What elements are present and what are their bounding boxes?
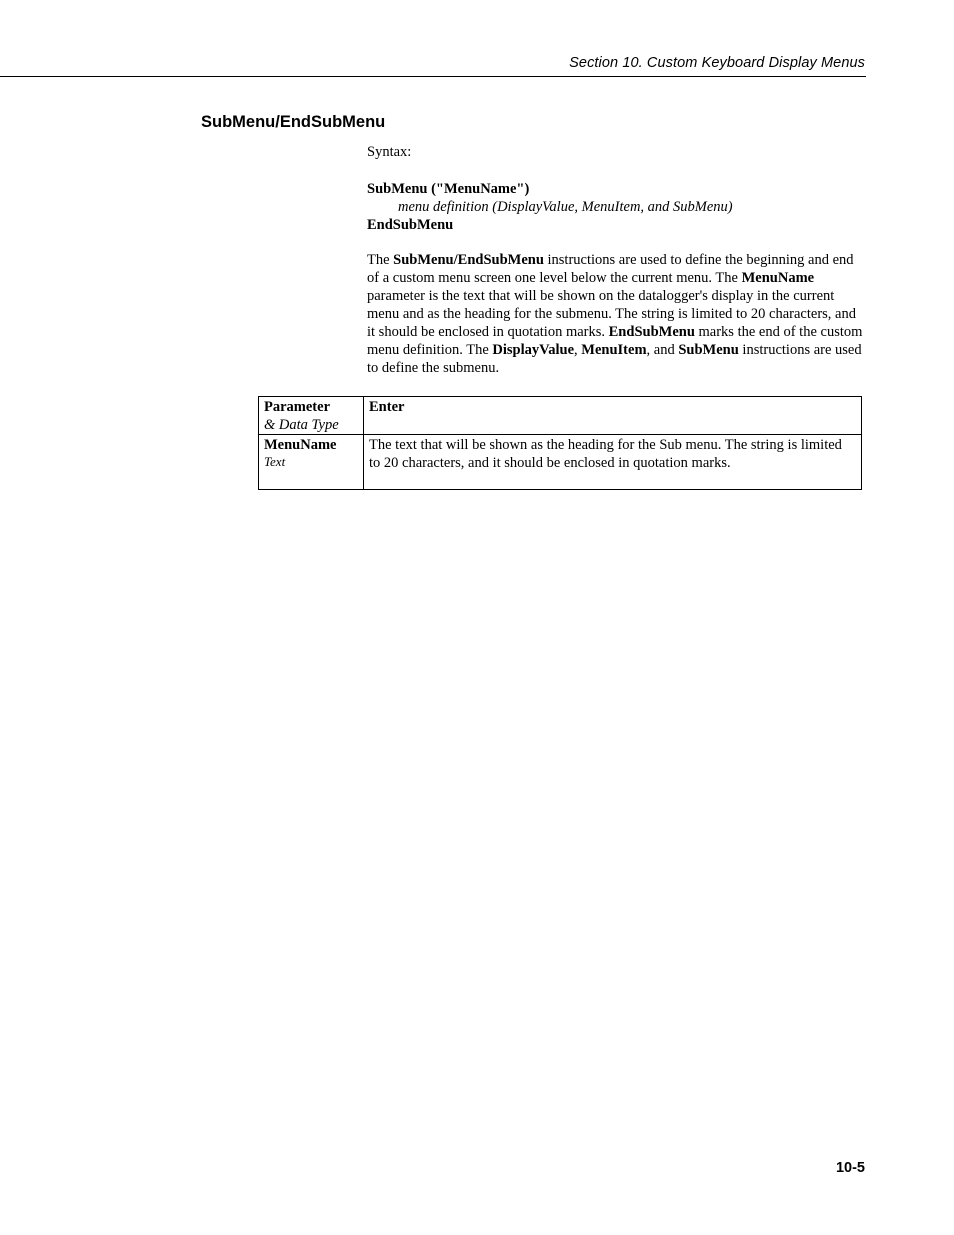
header-enter-label: Enter (369, 399, 405, 415)
syntax-block (367, 180, 867, 234)
text-run: instructions are used to define the beginning and end of a custom menu screen one level below the current menu. The (367, 252, 854, 286)
header-parameter-label: Parameter (264, 399, 331, 415)
text-run: , and (646, 342, 679, 358)
section-heading: SubMenu/EndSubMenu (201, 113, 386, 131)
instruction-name: MenuItem (581, 342, 647, 358)
header-datatype-label: & Data Type (264, 417, 339, 433)
text-run: , (574, 342, 582, 358)
instruction-name: SubMenu (678, 342, 739, 358)
table-header-row (259, 397, 862, 435)
text-run: The (367, 252, 394, 268)
syntax-line-endsubmenu: EndSubMenu (367, 217, 454, 233)
text-run: parameter is the text that will be shown on the datalogger's display in the current menu and as the heading for the submenu. The string is limited to 20 characters, and it should be enclosed in quotation marks. (367, 288, 856, 340)
parameter-name: MenuName (264, 437, 337, 453)
table-cell-parameter (259, 435, 364, 490)
instruction-name: DisplayValue (492, 342, 575, 358)
table-header-enter (364, 397, 862, 435)
syntax-label: Syntax: (367, 144, 412, 160)
table-header-parameter (259, 397, 364, 435)
running-header: Section 10. Custom Keyboard Display Menus (569, 55, 865, 71)
description-paragraph (367, 251, 866, 377)
page-number: 10-5 (835, 1160, 865, 1176)
header-rule (0, 76, 866, 77)
syntax-line-submenu: SubMenu ("MenuName") (367, 181, 530, 197)
instruction-name: SubMenu/EndSubMenu (393, 252, 544, 268)
parameter-table (258, 396, 862, 490)
text-run: instructions are used to define the submenu. (367, 342, 862, 376)
table-cell-description: The text that will be shown as the heading for the Sub menu. The string is limited to 20 characters, and it should be enclosed in quotation marks. (364, 435, 862, 490)
instruction-name: EndSubMenu (608, 324, 695, 340)
parameter-name: MenuName (741, 270, 815, 286)
syntax-line-definition: menu definition (DisplayValue, MenuItem, and SubMenu) (398, 199, 733, 215)
text-run: marks the end of the custom menu definition. The (367, 324, 863, 358)
parameter-type: Text (264, 454, 286, 469)
table-row (259, 435, 862, 490)
